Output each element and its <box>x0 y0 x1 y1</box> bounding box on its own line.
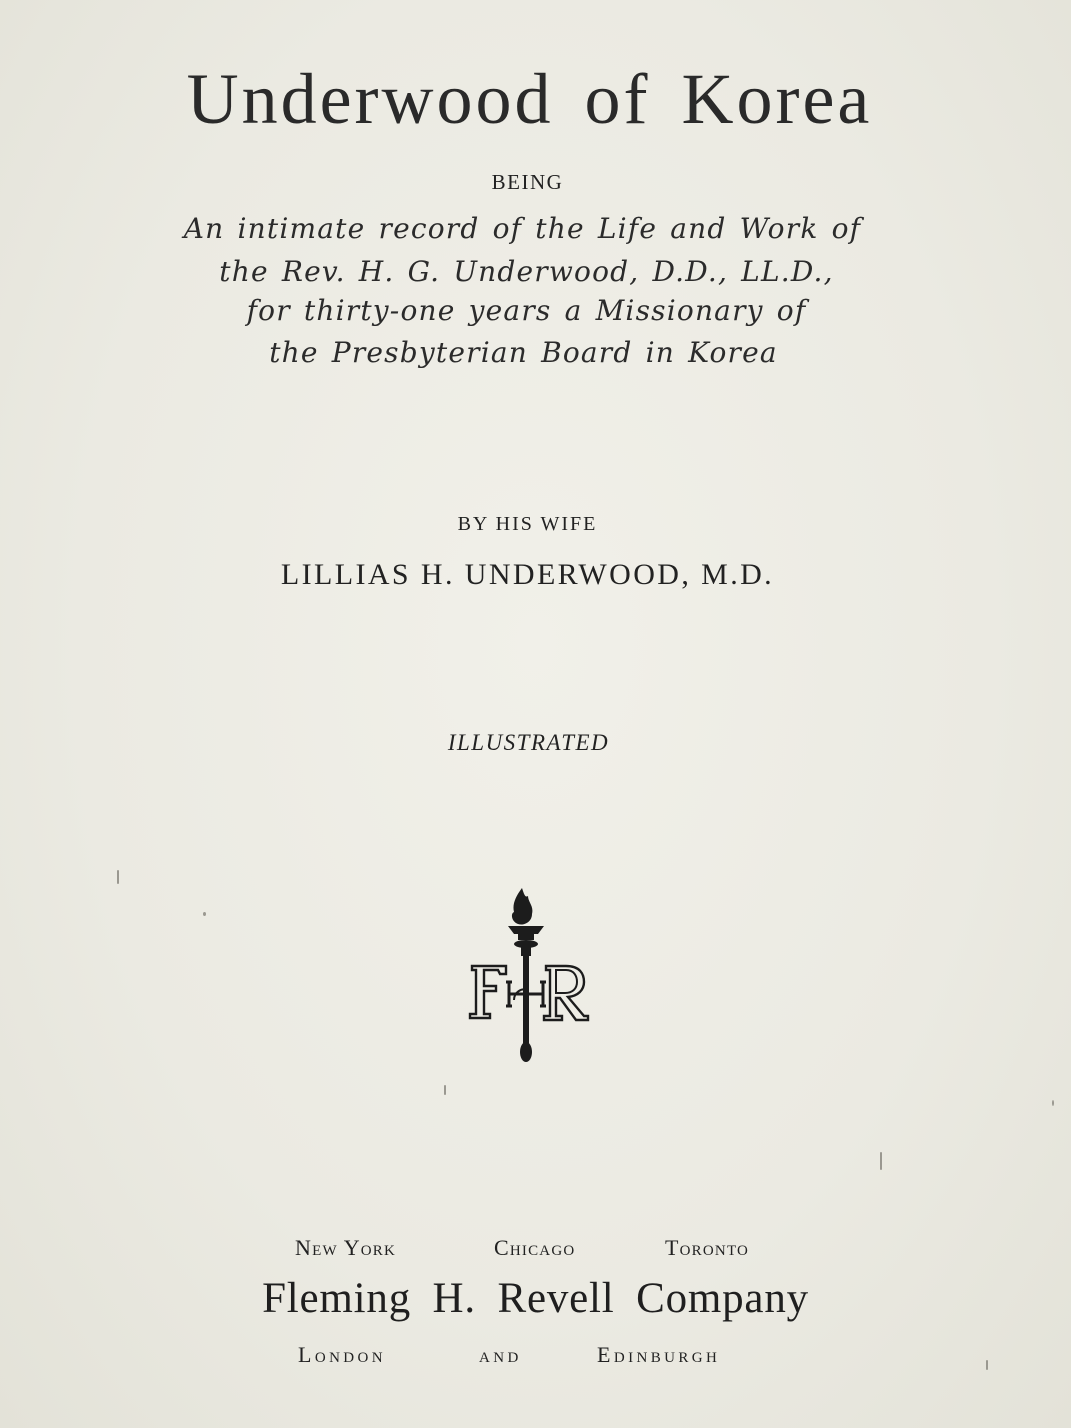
book-title: Underwood of Korea <box>186 59 873 139</box>
paper-speck <box>880 1152 882 1170</box>
being-label: BEING <box>491 170 564 194</box>
by-his-wife-label: BY HIS WIFE <box>457 513 598 535</box>
city-edinburgh: Edinburgh <box>597 1342 721 1367</box>
subtitle-line-3: for thirty-one years a Missionary of <box>246 294 807 327</box>
city-chicago: Chicago <box>494 1235 576 1260</box>
paper-speck <box>986 1360 988 1370</box>
city-toronto: Toronto <box>665 1235 750 1260</box>
publisher-name: Fleming H. Revell Company <box>262 1275 809 1322</box>
paper-speck <box>203 912 206 916</box>
city-new-york: New York <box>295 1235 397 1260</box>
paper-speck <box>117 870 119 884</box>
illustrated-label: ILLUSTRATED <box>447 730 610 755</box>
torch-monogram-icon <box>462 882 592 1072</box>
city-london: London <box>298 1342 387 1367</box>
author-name: LILLIAS H. UNDERWOOD, M.D. <box>280 558 775 591</box>
subtitle-line-2: the Rev. H. G. Underwood, D.D., LL.D., <box>219 255 834 288</box>
subtitle-line-4: the Presbyterian Board in Korea <box>269 336 778 369</box>
city-and-word: and <box>479 1342 522 1367</box>
subtitle-line-1: An intimate record of the Life and Work of <box>183 212 862 245</box>
paper-speck <box>1052 1100 1054 1106</box>
paper-speck <box>444 1085 446 1095</box>
